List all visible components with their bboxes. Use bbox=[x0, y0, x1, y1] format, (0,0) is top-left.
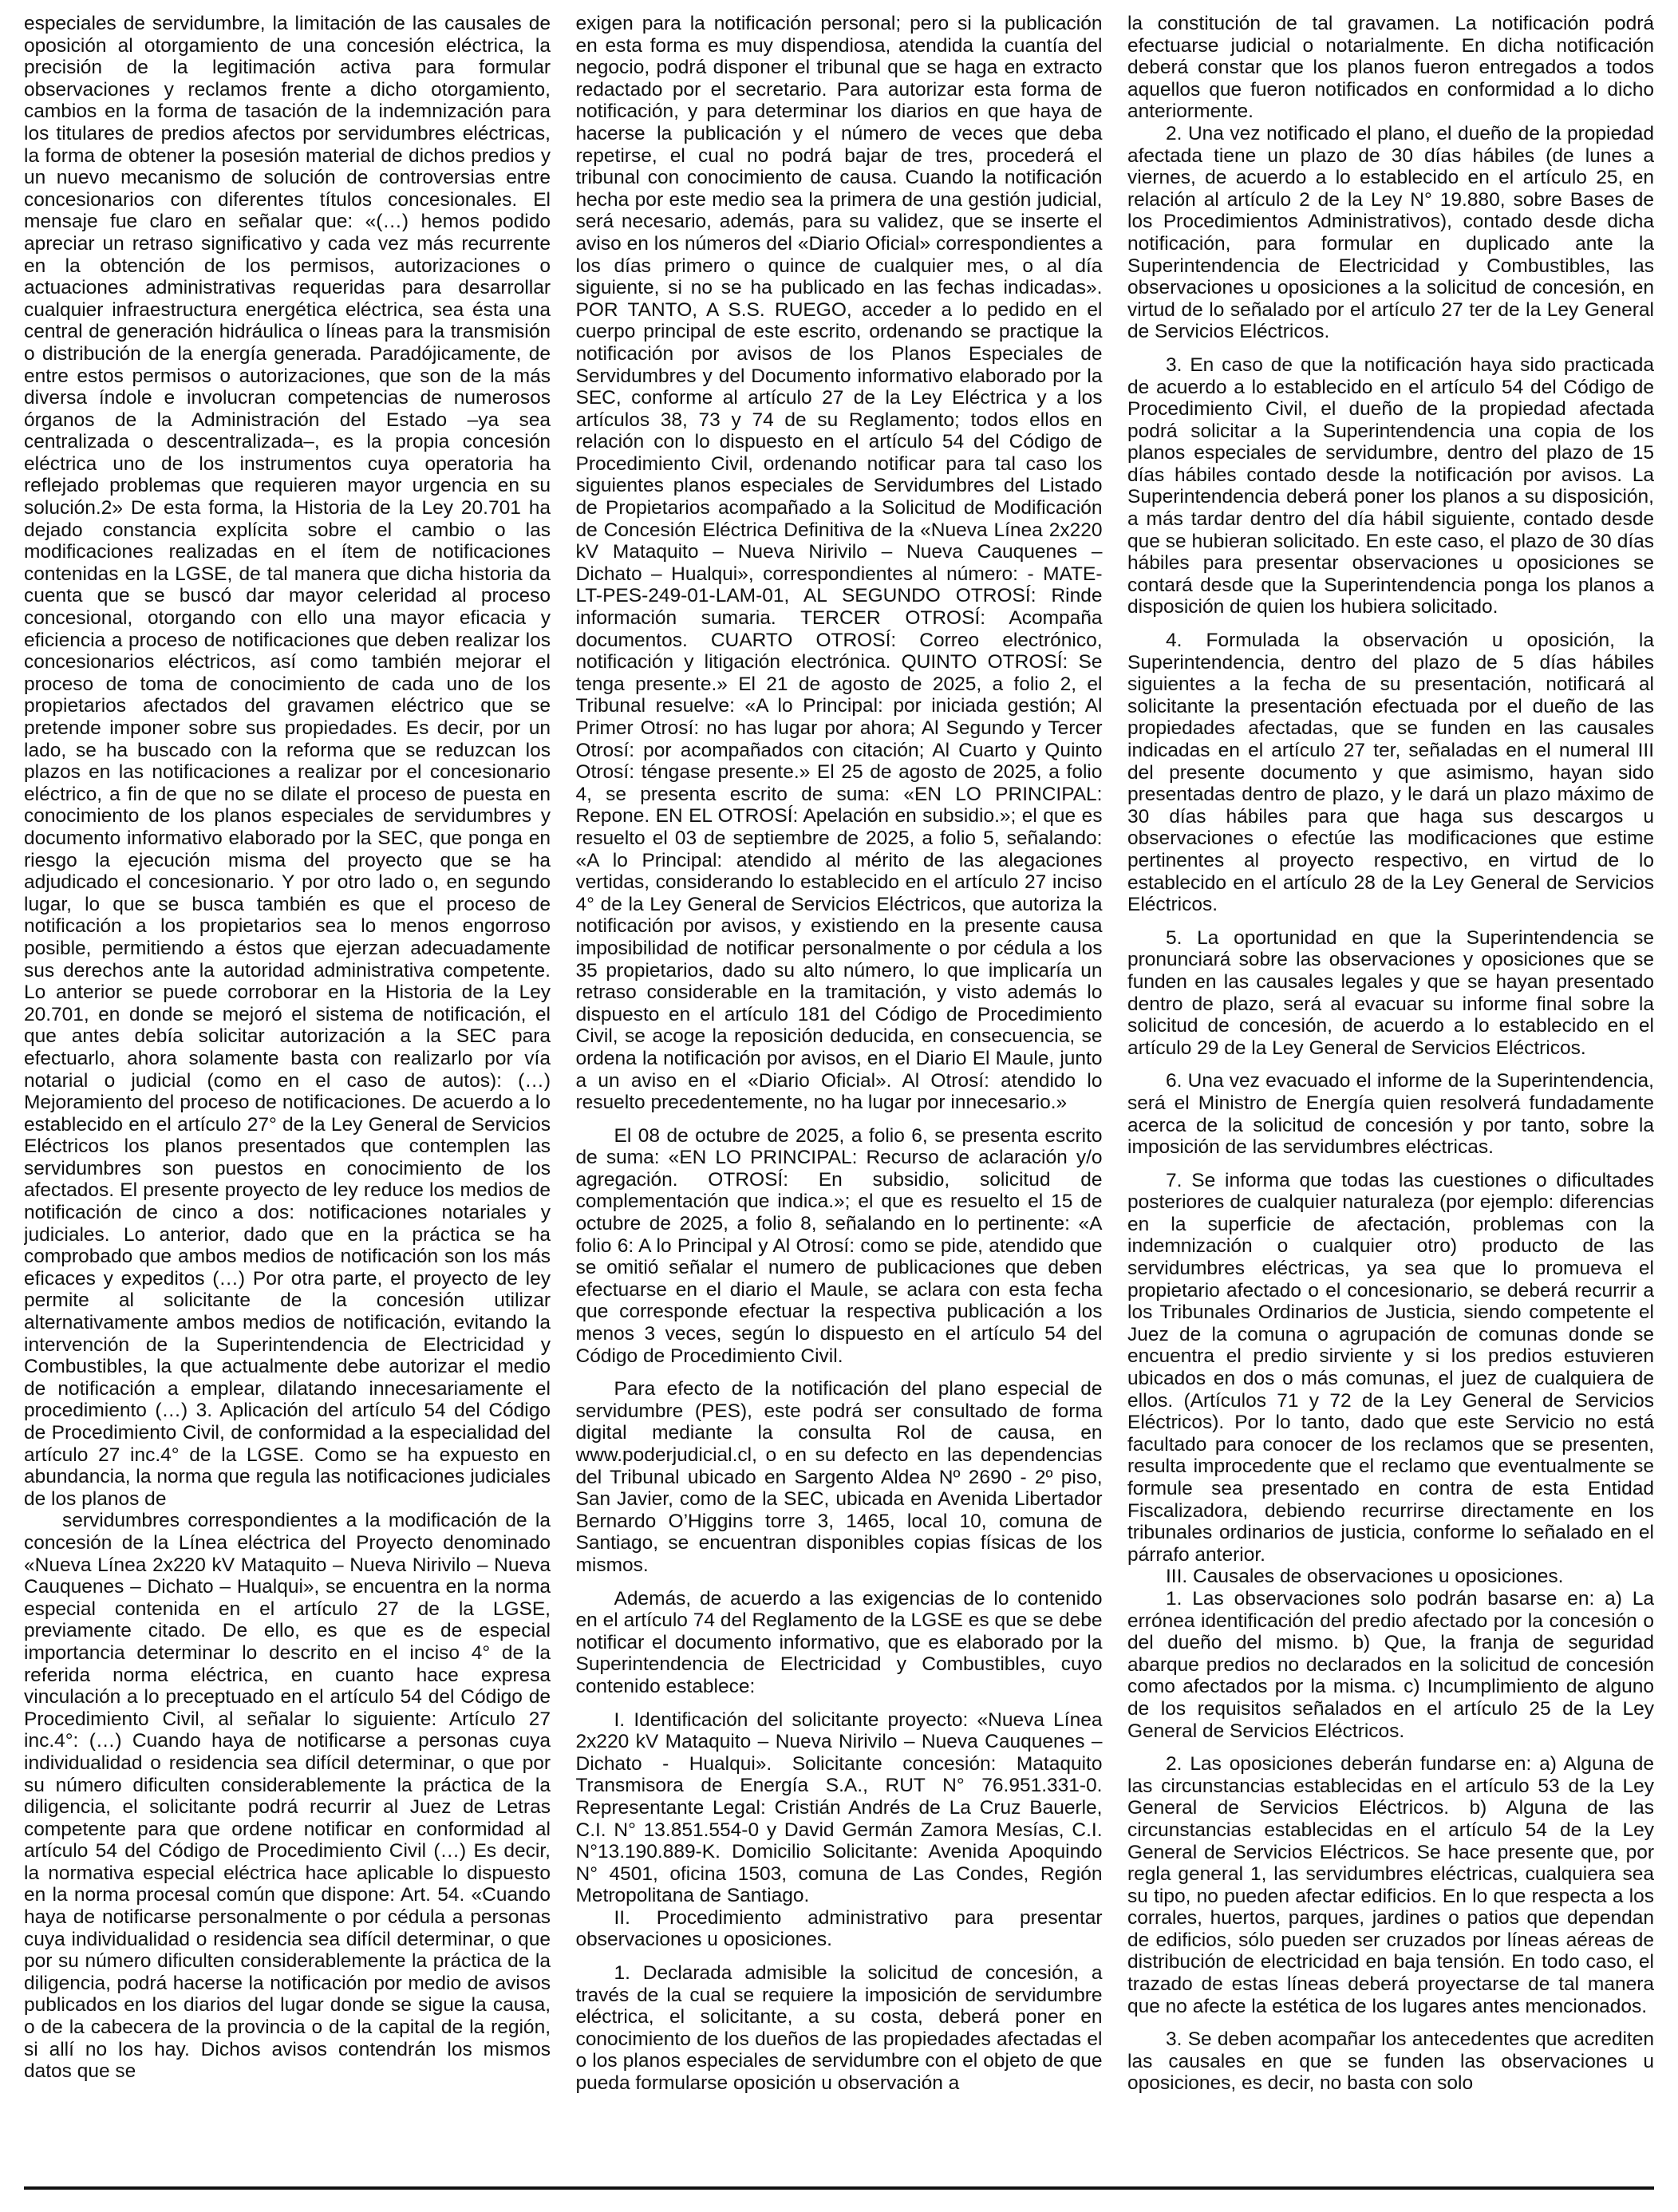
paragraph: II. Procedimiento administrativo para presentar observaciones u oposiciones. bbox=[575, 1906, 1103, 1951]
column-right bbox=[1127, 13, 1654, 2182]
paragraph: 4. Formulada la observación u oposición, la Superintendencia, dentro del plazo de 5 días hábiles siguientes a la fecha de su presentación, notificará al solicitante la presentación efectuada por el dueño de las propiedades afectadas, que se funden en las causales indicadas en el artículo 27 ter, señaladas en el numeral III del presente documento y que asimismo, hayan sido presentadas dentro de plazo, y le dará un plazo máximo de 30 días hábiles para que haga sus descargos u observaciones o efectúe las modificaciones que estime pertinentes al proyecto respectivo, en virtud de lo establecido en el artículo 28 de la Ley General de Servicios Eléctricos. bbox=[1127, 630, 1654, 916]
paragraph: I. Identificación del solicitante proyecto: «Nueva Línea 2x220 kV Mataquito – Nueva Nirivilo – Nueva Cauquenes – Dichato - Hualqui». Solicitante concesión: Mataquito Transmisora de Energía S.A., RUT N° 76.951.331-0. Representante Legal: Cristián Andrés de La Cruz Bauerle, C.I. N° 13.851.554-0 y David Germán Zamora Mesías, C.I. N°13.190.889-K. Domicilio Solicitante: Avenida Apoquindo N° 4501, oficina 1503, comuna de Las Condes, Región Metropolitana de Santiago. bbox=[575, 1708, 1103, 1907]
bottom-rule bbox=[24, 2186, 1654, 2190]
paragraph: 7. Se informa que todas las cuestiones o dificultades posteriores de cualquier naturaleza (por ejemplo: diferencias en la superficie de afectación, problemas con la indemnización o cualquier otro) producto de las servidumbres eléctricas, ya sea que lo promueva el propietario afectado o el concesionario, se deberá recurrir a los Tribunales Ordinarios de Justicia, siendo competente el Juez de la comuna o agrupación de comunas donde se encuentra el predio sirviente y si los predios estuvieren ubicados en dos o más comunas, el juez de cualquiera de ellos. (Artículos 71 y 72 de la Ley General de Servicios Eléctricos). Por lo tanto, dado que este Servicio no está facultado para conocer de los reclamos que se presenten, resulta improcedente que el reclamo que eventualmente se formule sea presentado en contra de esta Entidad Fiscalizadora, debiendo recurrirse directamente en los tribunales ordinarios de justicia, conforme lo señalado en el párrafo anterior. bbox=[1127, 1169, 1654, 1566]
paragraph: 6. Una vez evacuado el informe de la Superintendencia, será el Ministro de Energía quien resolverá fundadamente acerca de la solicitud de concesión y por tanto, sobre la imposición de las servidumbres eléctricas. bbox=[1127, 1070, 1654, 1159]
paragraph: Además, de acuerdo a las exigencias de lo contenido en el artículo 74 del Reglamento de la LGSE es que se debe notificar el documento informativo, que es elaborado por la Superintendencia de Electricidad y Combustibles, cuyo contenido establece: bbox=[575, 1587, 1103, 1697]
paragraph: 3. En caso de que la notificación haya sido practicada de acuerdo a lo establecido en el artículo 54 del Código de Procedimiento Civil, el dueño de la propiedad afectada podrá solicitar a la Superintendencia una copia de los planos especiales de servidumbre, dentro del plazo de 15 días hábiles contado desde la notificación por avisos. La Superintendencia deberá poner los planos a su disposición, a más tardar dentro del día hábil siguiente, contado desde que se hubieran solicitado. En este caso, el plazo de 30 días hábiles para presentar observaciones u oposiciones se contará desde que la Superintendencia ponga los planos a disposición de quien los hubiera solicitado. bbox=[1127, 354, 1654, 618]
paragraph: El 08 de octubre de 2025, a folio 6, se presenta escrito de suma: «EN LO PRINCIPAL: Recurso de aclaración y/o agregación. OTROSÍ: En subsidio, solicitud de complementación que indica.»; el que es resuelto el 15 de octubre de 2025, a folio 8, señalando en lo pertinente: «A folio 6: A lo Principal y Al Otrosí: como se pide, atendido que se omitió señalar el numero de publicaciones que deben efectuarse en el diario el Maule, se aclara con esta fecha que corresponde efectuar la respectiva publicación a los menos 3 veces, según lo dispuesto en el artículo 54 del Código de Procedimiento Civil. bbox=[575, 1124, 1103, 1367]
column-left bbox=[24, 13, 551, 2182]
paragraph: servidumbres correspondientes a la modificación de la concesión de la Línea eléctrica del Proyecto denominado «Nueva Línea 2x220 kV Mataquito – Nueva Nirivilo – Nueva Cauquenes – Dichato – Hualqui», se encuentra en la norma especial contenida en el artículo 27 de la LGSE, previamente citado. De ello, es que es de especial importancia determinar lo descrito en el inciso 4° de la referida norma eléctrica, en cuanto hace expresa vinculación a lo preceptuado en el artículo 54 del Código de Procedimiento Civil, al señalar lo siguiente: Artículo 27 inc.4°: (…) Cuando haya de notificarse a personas cuya individualidad o residencia sea difícil determinar, o que por su número dificulten considerablemente la práctica de la diligencia, el solicitante podrá recurrir al Juez de Letras competente para que ordene notificar en conformidad al artículo 54 del Código de Procedimiento Civil (…) Es decir, la normativa especial eléctrica hace aplicable lo dispuesto en la norma procesal común que dispone: Art. 54. «Cuando haya de notificarse personalmente o por cédula a personas cuya individualidad o residencia sea difícil determinar, o que por su número dificulten considerablemente la práctica de la diligencia, podrá hacerse la notificación por medio de avisos publicados en los diarios del lugar donde se sigue la causa, o de la cabecera de la provincia o de la capital de la región, si allí no los hay. Dichos avisos contendrán los mismos datos que se bbox=[24, 1510, 551, 2083]
paragraph: especiales de servidumbre, la limitación de las causales de oposición al otorgamiento de una concesión eléctrica, la precisión de la legitimación activa para formular observaciones y reclamos frente a dicho otorgamiento, cambios en la forma de tasación de la indemnización para los titulares de predios afectos por servidumbres eléctricas, la forma de obtener la posesión material de dichos predios y un nuevo mecanismo de solución de controversias entre concesionarios con diferentes títulos concesionales. El mensaje fue claro en señalar que: «(…) hemos podido apreciar un retraso significativo y cada vez más recurrente en la obtención de los permisos, autorizaciones o actuaciones administrativas requeridas para desarrollar cualquier infraestructura energética eléctrica, sea ésta una central de generación hidráulica o líneas para la transmisión o distribución de la energía generada. Paradójicamente, de entre estos permisos o autorizaciones, que son de la más diversa índole e involucran competencias de numerosos órganos de la Administración del Estado –ya sea centralizada o descentralizada–, es la propia concesión eléctrica uno de los instrumentos cuya operatoria ha reflejado problemas que requieren mayor urgencia en su solución.2» De esta forma, la Historia de la Ley 20.701 ha dejado constancia explícita sobre el cambio o las modificaciones realizadas en el ítem de notificaciones contenidas en la LGSE, de tal manera que dicha historia da cuenta que se buscó dar mayor celeridad al proceso concesional, otorgando con ello una mayor eficacia y eficiencia a proceso de notificaciones que deben realizar los concesionarios eléctricos, así como también mejorar el proceso de toma de conocimiento de cada uno de los propietarios afectados del gravamen eléctrico que se pretende imponer sobre sus propiedades. Es decir, por un lado, se ha buscado con la reforma que se reduzcan los plazos en las notificaciones a realizar por el concesionario eléctrico, a fin de que no se dilate el proceso de puesta en conocimiento de los planos especiales de servidumbres y documento informativo elaborado por la SEC, que ponga en riesgo la ejecución misma del proyecto que se ha adjudicado el concesionario. Y por otro lado o, en segundo lugar, lo que se busca también es que el proceso de notificación a los propietarios sea lo menos engorroso posible, permitiendo a éstos que ejerzan adecuadamente sus derechos ante la autoridad administrativa competente. Lo anterior se puede corroborar en la Historia de la Ley 20.701, en donde se mejoró el sistema de notificación, el que antes debía solicitar autorización a la SEC para efectuarlo, ahora solamente basta con realizarlo por vía notarial o judicial (como en el caso de autos): (…) Mejoramiento del proceso de notificaciones. De acuerdo a lo establecido en el artículo 27° de la Ley General de Servicios Eléctricos los planos presentados que contemplen las servidumbres son puestos en conocimiento de los afectados. El presente proyecto de ley reduce los medios de notificación de cinco a dos: notificaciones notariales y judiciales. Lo anterior, dado que en la práctica se ha comprobado que ambos medios de notificación son los más eficaces y expeditos (…) Por otra parte, el proyecto de ley permite al solicitante de la concesión utilizar alternativamente ambos medios de notificación, evitando la intervención de la Superintendencia de Electricidad y Combustibles, la que actualmente debe autorizar el medio de notificación a emplear, dilatando innecesariamente el procedimiento (…) 3. Aplicación del artículo 54 del Código de Procedimiento Civil, de conformidad a la especialidad del artículo 27 inc.4° de la LGSE. Como se ha expuesto en abundancia, la norma que regula las notificaciones judiciales de los planos de bbox=[24, 13, 551, 1510]
paragraph: exigen para la notificación personal; pero si la publicación en esta forma es muy dispendiosa, atendida la cuantía del negocio, podrá disponer el tribunal que se haga en extracto redactado por el secretario. Para autorizar esta forma de notificación, y para determinar los diarios en que haya de hacerse la publicación y el número de veces que deba repetirse, el cual no podrá bajar de tres, procederá el tribunal con conocimiento de causa. Cuando la notificación hecha por este medio sea la primera de una gestión judicial, será necesario, además, para su validez, que se inserte el aviso en los números del «Diario Oficial» correspondientes a los días primero o quince de cualquier mes, o al día siguiente, si no se ha publicado en las fechas indicadas». POR TANTO, A S.S. RUEGO, acceder a lo pedido en el cuerpo principal de este escrito, ordenando se practique la notificación por avisos de los Planos Especiales de Servidumbres y del Documento informativo elaborado por la SEC, conforme al artículo 27 de la Ley Eléctrica y a los artículos 38, 73 y 74 de su Reglamento; todos ellos en relación con lo dispuesto en el artículo 54 del Código de Procedimiento Civil, ordenando notificar para tal caso los siguientes planos especiales de Servidumbres del Listado de Propietarios acompañado a la Solicitud de Modificación de Concesión Eléctrica Definitiva de la «Nueva Línea 2x220 kV Mataquito – Nueva Nirivilo – Nueva Cauquenes – Dichato – Hualqui», correspondientes al número: - MATE-LT-PES-249-01-LAM-01, AL SEGUNDO OTROSÍ: Rinde información sumaria. TERCER OTROSÍ: Acompaña documentos. CUARTO OTROSÍ: Correo electrónico, notificación y litigación electrónica. QUINTO OTROSÍ: Se tenga presente.» El 21 de agosto de 2025, a folio 2, el Tribunal resuelve: «A lo Principal: por iniciada gestión; Al Primer Otrosí: no has lugar por ahora; Al Segundo y Tercer Otrosí: por acompañados con citación; Al Cuarto y Quinto Otrosí: téngase presente.» El 25 de agosto de 2025, a folio 4, se presenta escrito de suma: «EN LO PRINCIPAL: Repone. EN EL OTROSÍ: Apelación en subsidio.»; el que es resuelto el 03 de septiembre de 2025, a folio 5, señalando: «A lo Principal: atendido al mérito de las alegaciones vertidas, considerando lo establecido en el artículo 27 inciso 4° de la Ley General de Servicios Eléctricos, que autoriza la notificación por avisos, y existiendo en la presente causa imposibilidad de notificar personalmente o por cédula a los 35 propietarios, dado su alto número, lo que implicaría un retraso considerable en la tramitación, y visto además lo dispuesto en el artículo 181 del Código de Procedimiento Civil, se acoge la reposición deducida, en consecuencia, se ordena la notificación por avisos, en el Diario El Maule, junto a un aviso en el «Diario Oficial». Al Otrosí: atendido lo resuelto precedentemente, no ha lugar por innecesario.» bbox=[575, 13, 1103, 1114]
paragraph: 5. La oportunidad en que la Superintendencia se pronunciará sobre las observaciones y oposiciones que se funden en las causales legales y que se hayan presentado dentro de plazo, será al evacuar su informe final sobre la solicitud de concesión, de acuerdo a lo establecido en el artículo 29 de la Ley General de Servicios Eléctricos. bbox=[1127, 926, 1654, 1059]
paragraph: 1. Las observaciones solo podrán basarse en: a) La errónea identificación del predio afectado por la concesión o del dueño del mismo. b) Que, la franja de seguridad abarque predios no declarados en la solicitud de concesión como afectados por la misma. c) Incumplimiento de alguno de los requisitos señalados en el artículo 25 de la Ley General de Servicios Eléctricos. bbox=[1127, 1587, 1654, 1742]
column-middle bbox=[576, 13, 1103, 2182]
paragraph: 2. Las oposiciones deberán fundarse en: a) Alguna de las circunstancias establecidas en el artículo 53 de la Ley General de Servicios Eléctricos. b) Alguna de las circunstancias establecidas en el artículo 54 de la Ley General de Servicios Eléctricos. Se hace presente que, por regla general 1, las servidumbres eléctricas, cualquiera sea su tipo, no pueden afectar edificios. En lo que respecta a los corrales, huertos, parques, jardines o patios que dependan de edificios, sólo pueden ser cruzados por líneas aéreas de distribución de electricidad en baja tensión. En todo caso, el trazado de estas líneas deberá proyectarse de tal manera que no afecte la estética de los lugares antes mencionados. bbox=[1127, 1753, 1654, 2017]
paragraph: Para efecto de la notificación del plano especial de servidumbre (PES), este podrá ser consultado de forma digital mediante la consulta Rol de causa, en www.poderjudicial.cl, o en su defecto en las dependencias del Tribunal ubicado en Sargento Aldea Nº 2690 - 2º piso, San Javier, como de la SEC, ubicada en Avenida Libertador Bernardo O’Higgins torre 3, 1465, local 10, comuna de Santiago, se encuentran disponibles copias físicas de los mismos. bbox=[575, 1378, 1103, 1576]
paragraph: 3. Se deben acompañar los antecedentes que acrediten las causales en que se funden las observaciones u oposiciones, es decir, no basta con solo bbox=[1127, 2028, 1654, 2095]
paragraph: 2. Una vez notificado el plano, el dueño de la propiedad afectada tiene un plazo de 30 días hábiles (de lunes a viernes, de acuerdo a lo establecido en el artículo 25, en relación al artículo 2 de la Ley N° 19.880, sobre Bases de los Procedimientos Administrativos), contado desde dicha notificación, para formular en duplicado ante la Superintendencia de Electricidad y Combustibles, las observaciones u oposiciones a la solicitud de concesión, en virtud de lo señalado por el artículo 27 ter de la Ley General de Servicios Eléctricos. bbox=[1127, 122, 1654, 343]
paragraph: la constitución de tal gravamen. La notificación podrá efectuarse judicial o notarialmente. En dicha notificación deberá constar que los planos fueron entregados a todos aquellos que fueron notificados en conformidad a lo dicho anteriormente. bbox=[1127, 13, 1654, 123]
paragraph: III. Causales de observaciones u oposiciones. bbox=[1166, 1566, 1564, 1588]
paragraph: 1. Declarada admisible la solicitud de concesión, a través de la cual se requiere la imposición de servidumbre eléctrica, el solicitante, a su costa, deberá poner en conocimiento de los dueños de las propiedades afectadas el o los planos especiales de servidumbre con el objeto de que pueda formularse oposición u observación a bbox=[575, 1962, 1103, 2095]
text-columns bbox=[24, 13, 1654, 2182]
